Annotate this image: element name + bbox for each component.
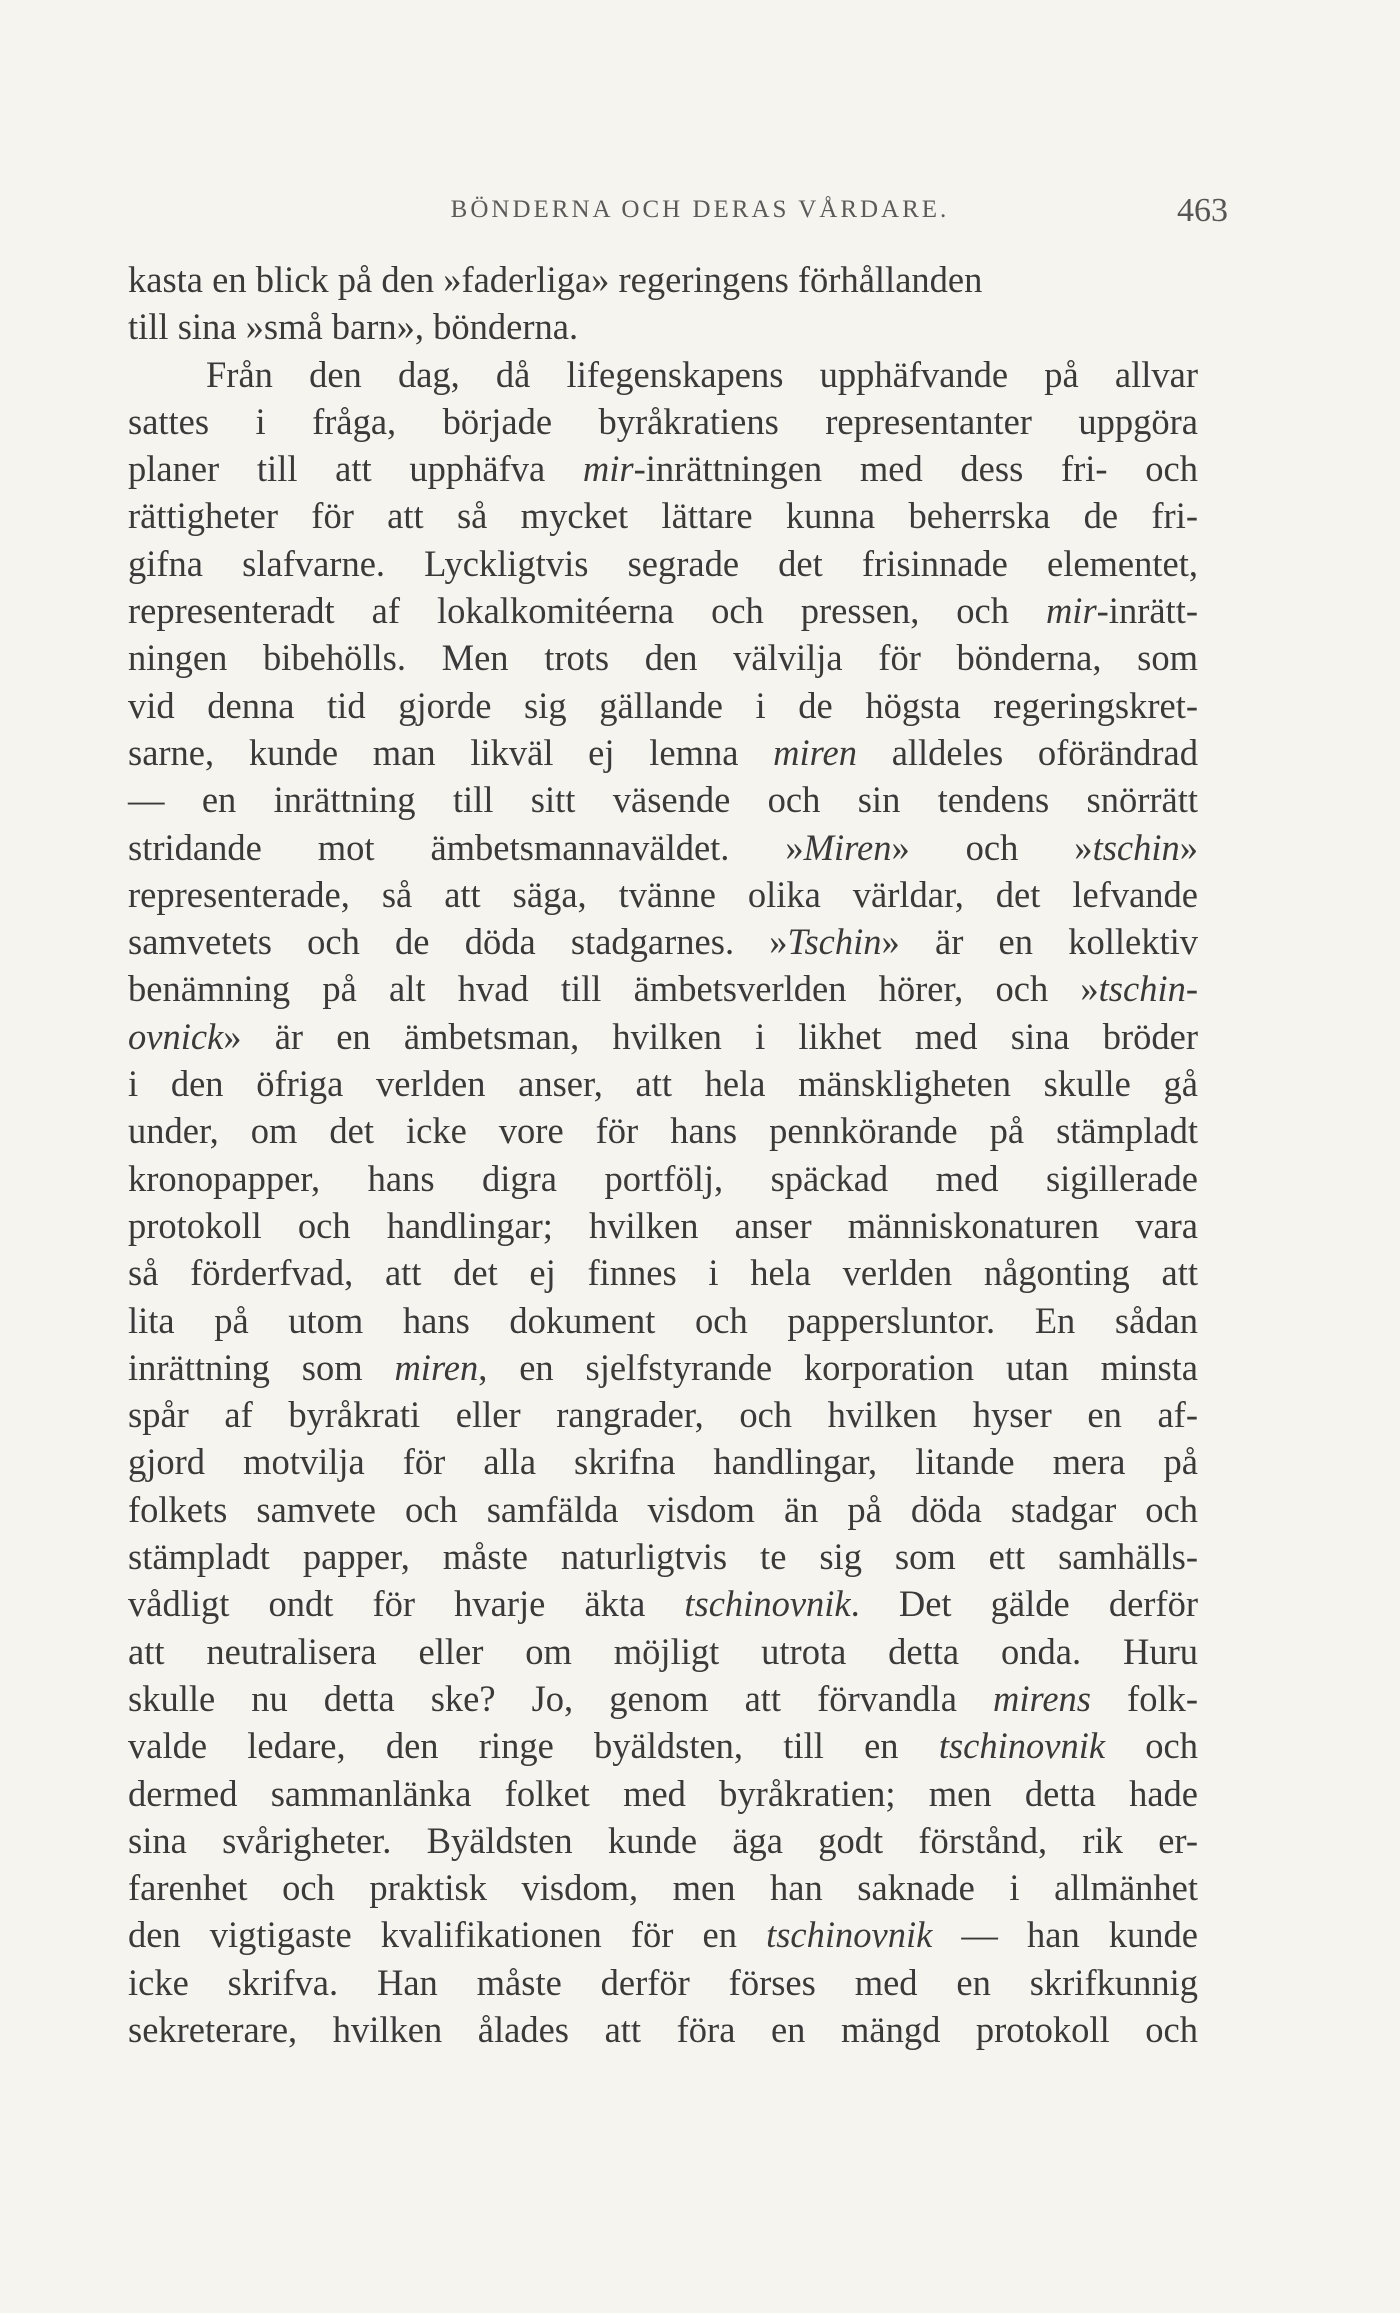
italic-term: mir	[1045, 590, 1097, 632]
italic-term: tschin-	[1098, 968, 1198, 1010]
italic-term: tschin	[1092, 826, 1180, 868]
paragraph-start-line: Från den dag, då lifegenskapens upphäfvande på allvar	[206, 353, 1198, 395]
text-line: spår af byråkrati eller rangrader, och hvilken hyser en af-	[128, 1394, 1198, 1436]
text-line: representeradt af lokalkomitéerna och pressen, och mir-inrätt-	[128, 590, 1198, 632]
text-line: benämning på alt hvad till ämbetsverlden hörer, och »tschin-	[128, 968, 1198, 1010]
text-line: vådligt ondt för hvarje äkta tschinovnik. Det gälde derför	[128, 1583, 1198, 1625]
text-line: så förderfvad, att det ej finnes i hela verlden någonting att	[128, 1252, 1198, 1294]
text-line: gifna slafvarne. Lyckligtvis segrade det frisinnade elementet,	[128, 542, 1198, 584]
text-line: — en inrättning till sitt väsende och sin tendens snörrätt	[128, 779, 1198, 821]
italic-term: miren	[773, 731, 857, 773]
italic-term: tschinovnik	[938, 1725, 1106, 1767]
text-line: vid denna tid gjorde sig gällande i de högsta regeringskret-	[128, 684, 1198, 726]
text-line: sattes i fråga, började byråkratiens representanter uppgöra	[128, 400, 1198, 442]
text-line: icke skrifva. Han måste derför förses med en skrifkunnig	[128, 1961, 1198, 2003]
text-line: rättigheter för att så mycket lättare kunna beherrska de fri-	[128, 495, 1198, 537]
text-line: ovnick» är en ämbetsman, hvilken i likhet med sina bröder	[128, 1015, 1198, 1057]
text-line: att neutralisera eller om möjligt utrota detta onda. Huru	[128, 1630, 1198, 1672]
italic-term: mir	[582, 448, 634, 490]
italic-term: ovnick	[128, 1015, 224, 1057]
text-line: planer till att upphäfva mir-inrättningen med dess fri- och	[128, 448, 1198, 490]
italic-term: tschinovnik	[766, 1914, 933, 1956]
italic-term: tschinovnik	[684, 1583, 851, 1625]
text-line: sina svårigheter. Byäldsten kunde äga godt förstånd, rik er-	[128, 1819, 1198, 1861]
text-line: representerade, så att säga, tvänne olika världar, det lefvande	[128, 873, 1198, 915]
text-line: inrättning som miren, en sjelfstyrande korporation utan minsta	[128, 1346, 1199, 1388]
page-number: 463	[1177, 192, 1228, 229]
italic-term: miren	[394, 1346, 479, 1388]
body-text	[128, 256, 1198, 2053]
text-line: till sina »små barn», bönderna.	[128, 306, 579, 348]
running-title: BÖNDERNA OCH DERAS VÅRDARE.	[450, 196, 950, 223]
text-line: under, om det icke vore för hans pennkörande på stämpladt	[128, 1110, 1198, 1152]
page-header	[0, 192, 1400, 236]
text-line: skulle nu detta ske? Jo, genom att förvandla mirens folk-	[128, 1677, 1198, 1719]
text-line: kasta en blick på den »faderliga» regeringens förhållanden	[128, 259, 983, 300]
text-line: dermed sammanlänka folket med byråkratien; men detta hade	[128, 1772, 1198, 1814]
text-line: folkets samvete och samfälda visdom än på döda stadgar och	[128, 1488, 1198, 1530]
text-line: stridande mot ämbetsmannaväldet. »Miren» och »tschin»	[128, 826, 1198, 868]
text-line: ningen bibehölls. Men trots den välvilja för bönderna, som	[128, 637, 1198, 679]
text-line: den vigtigaste kvalifikationen för en tschinovnik — han kunde	[128, 1914, 1199, 1956]
text-line: lita på utom hans dokument och pappersluntor. En sådan	[128, 1299, 1198, 1341]
italic-term: Miren	[803, 826, 892, 868]
text-line: i den öfriga verlden anser, att hela mänskligheten skulle gå	[128, 1063, 1198, 1105]
italic-term: Tschin	[787, 921, 882, 963]
text-line: kronopapper, hans digra portfölj, späckad med sigillerade	[128, 1157, 1198, 1199]
text-line: sekreterare, hvilken ålades att föra en mängd protokoll och	[128, 2008, 1198, 2050]
text-line: farenhet och praktisk visdom, men han saknade i allmänhet	[128, 1867, 1198, 1909]
text-line: stämpladt papper, måste naturligtvis te sig som ett samhälls-	[128, 1536, 1198, 1578]
text-line: valde ledare, den ringe byäldsten, till en tschinovnik och	[128, 1725, 1198, 1767]
text-line: samvetets och de döda stadgarnes. »Tschin» är en kollektiv	[128, 921, 1198, 963]
text-line: protokoll och handlingar; hvilken anser människonaturen vara	[128, 1204, 1198, 1246]
text-line: gjord motvilja för alla skrifna handlingar, litande mera på	[128, 1441, 1198, 1483]
text-line: sarne, kunde man likväl ej lemna miren alldeles oförändrad	[128, 731, 1199, 773]
italic-term: mirens	[993, 1677, 1092, 1719]
